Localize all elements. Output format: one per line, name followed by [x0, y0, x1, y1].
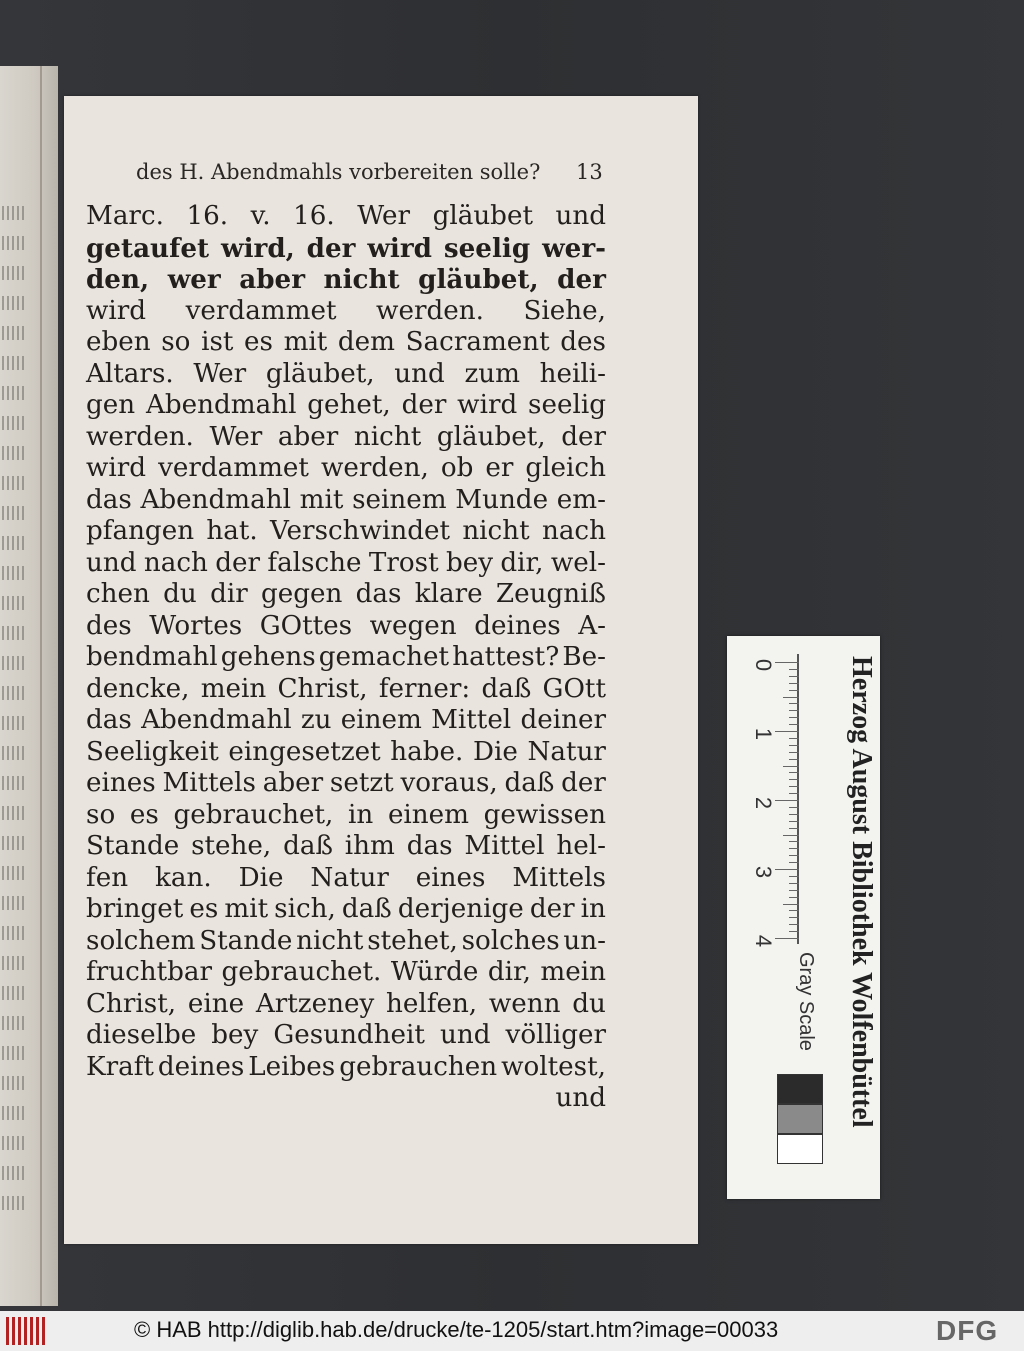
ruler-tick: [789, 917, 799, 918]
ruler-tick: [789, 759, 799, 760]
ruler-tick: [775, 800, 799, 801]
text-line: und: [555, 1083, 606, 1113]
previous-page-text-fragment: [2, 356, 24, 370]
previous-page-text-fragment: [2, 926, 24, 940]
page-edge-line: [40, 66, 42, 1306]
text-line: Christ, eine Artzeney helfen, wenn du: [86, 988, 606, 1019]
library-title: Herzog August Bibliothek Wolfenbüttel: [846, 656, 877, 1128]
ruler-tick: [789, 717, 799, 718]
gray-swatch: [777, 1104, 823, 1134]
previous-page-text-fragment: [2, 386, 24, 400]
text-line: des Wortes GOttes wegen deines A-: [86, 610, 606, 641]
ruler-tick: [783, 904, 799, 905]
text-line: dieselbe bey Gesundheit und völliger: [86, 1020, 606, 1050]
ruler-tick: [789, 669, 799, 670]
text-line: und nach der falsche Trost bey dir, wel-: [86, 547, 606, 578]
ruler-number: 2: [751, 796, 776, 810]
previous-page-text-fragment: [2, 596, 24, 610]
previous-page-text-fragment: [2, 1136, 24, 1150]
ruler-tick: [789, 821, 799, 822]
ruler-tick: [789, 752, 799, 753]
ruler-tick: [789, 862, 799, 863]
previous-page-text-fragment: [2, 326, 24, 340]
text-line: chen du dir gegen das klare Zeugniß: [86, 579, 606, 609]
previous-page-text-fragment: [2, 506, 24, 520]
ruler-tick: [789, 910, 799, 911]
ruler-tick: [789, 848, 799, 849]
text-line: gen Abendmahl gehet, der wird seelig: [86, 390, 606, 420]
text-line: pfangen hat. Verschwindet nicht nach: [86, 516, 606, 546]
color-scale-card: [727, 636, 880, 1199]
text-line: Marc. 16. v. 16. Wer gläubet und: [86, 201, 606, 231]
text-line: getaufet wird, der wird seelig wer-: [86, 232, 606, 264]
ruler-tick: [789, 890, 799, 891]
previous-page-text-fragment: [2, 626, 24, 640]
previous-page-text-fragment: [2, 1046, 24, 1060]
previous-page-text-fragment: [2, 536, 24, 550]
ruler-tick: [789, 931, 799, 932]
previous-page-text-fragment: [2, 206, 24, 220]
text-line: eben so ist es mit dem Sacrament des: [86, 327, 606, 357]
ruler-tick: [789, 724, 799, 725]
previous-page-text-fragment: [2, 1106, 24, 1120]
previous-page-text-fragment: [2, 1016, 24, 1030]
previous-page-text-fragment: [2, 806, 24, 820]
ruler-tick: [789, 807, 799, 808]
text-line: so es gebrauchet, in einem gewissen: [86, 799, 606, 830]
text-line: werden. Wer aber nicht gläubet, der: [86, 421, 606, 452]
ruler-number: 0: [751, 658, 776, 672]
gray-swatch: [777, 1134, 823, 1164]
previous-page-edge: [0, 66, 58, 1306]
book-page: [64, 96, 698, 1244]
text-line: das Abendmahl zu einem Mittel deiner: [86, 705, 606, 735]
ruler-number: 1: [751, 727, 776, 741]
previous-page-text-fragment: [2, 266, 24, 280]
previous-page-text-fragment: [2, 1166, 24, 1180]
previous-page-text-fragment: [2, 416, 24, 430]
ruler-tick: [789, 883, 799, 884]
text-line: Altars. Wer gläubet, und zum heili-: [86, 358, 606, 389]
ruler-tick: [789, 828, 799, 829]
ruler-tick: [783, 697, 799, 698]
ruler-tick: [789, 710, 799, 711]
previous-page-text-fragment: [2, 746, 24, 760]
ruler-tick: [789, 690, 799, 691]
text-line: wird verdammet werden. Siehe,: [86, 295, 606, 326]
previous-page-text-fragment: [2, 1196, 24, 1210]
page-number: 13: [576, 160, 603, 184]
ruler-tick: [789, 855, 799, 856]
ruler-tick: [789, 703, 799, 704]
text-line: Seeligkeit eingesetzet habe. Die Natur: [86, 736, 606, 767]
previous-page-text-fragment: [2, 866, 24, 880]
text-line: fruchtbar gebrauchet. Würde dir, mein: [86, 957, 606, 987]
ruler-number: 4: [751, 934, 776, 948]
ruler-tick: [789, 676, 799, 677]
ruler-tick: [789, 793, 799, 794]
ruler-tick: [789, 876, 799, 877]
ruler-tick: [789, 841, 799, 842]
dfg-logo: DFG: [936, 1315, 999, 1346]
body-text: [86, 201, 606, 1115]
previous-page-text-fragment: [2, 236, 24, 250]
running-head: des H. Abendmahls vorbereiten solle?: [136, 160, 541, 184]
previous-page-text-fragment: [2, 716, 24, 730]
gray-scale-label: Gray Scale: [795, 952, 817, 1051]
ruler-tick: [789, 897, 799, 898]
text-line: wird verdammet werden, ob er gleich: [86, 453, 606, 483]
previous-page-text-fragment: [2, 446, 24, 460]
ruler-tick: [775, 869, 799, 870]
ruler-tick: [789, 779, 799, 780]
ruler-tick: [789, 772, 799, 773]
previous-page-text-fragment: [2, 686, 24, 700]
ruler-tick: [789, 738, 799, 739]
text-line: fen kan. Die Natur eines Mittels: [86, 862, 606, 893]
text-line: das Abendmahl mit seinem Munde em-: [86, 484, 606, 515]
hab-logo-icon: [6, 1317, 48, 1345]
footer-citation[interactable]: © HAB http://diglib.hab.de/drucke/te-1205/start.htm?image=00033: [134, 1317, 779, 1342]
gray-swatch: [777, 1074, 823, 1104]
text-line: eines Mittels aber setzt voraus, daß der: [86, 768, 606, 798]
previous-page-text-fragment: [2, 476, 24, 490]
ruler-tick: [789, 683, 799, 684]
previous-page-text-fragment: [2, 656, 24, 670]
text-line: Stande stehe, daß ihm das Mittel hel-: [86, 831, 606, 861]
previous-page-text-fragment: [2, 1076, 24, 1090]
previous-page-text-fragment: [2, 836, 24, 850]
text-line: dencke, mein Christ, ferner: daß GOtt: [86, 673, 606, 704]
ruler-tick: [775, 731, 799, 732]
text-line: bringet es mit sich, daß derjenige der in: [86, 894, 606, 924]
ruler-line: [797, 654, 799, 944]
ruler-number: 3: [751, 865, 776, 879]
previous-page-text-fragment: [2, 986, 24, 1000]
previous-page-text-fragment: [2, 896, 24, 910]
text-line: bendmahl gehens gemachet hattest? Be-: [86, 642, 606, 672]
ruler-tick: [789, 786, 799, 787]
ruler-tick: [783, 835, 799, 836]
ruler-tick: [775, 662, 799, 663]
ruler-tick: [789, 924, 799, 925]
previous-page-text-fragment: [2, 776, 24, 790]
ruler-tick: [789, 814, 799, 815]
ruler-tick: [789, 745, 799, 746]
text-line: solchem Stande nicht stehet, solches un-: [86, 925, 606, 956]
previous-page-text-fragment: [2, 956, 24, 970]
text-line: Kraft deines Leibes gebrauchen woltest,: [86, 1051, 606, 1082]
ruler-tick: [775, 938, 799, 939]
text-line: den, wer aber nicht gläubet, der: [86, 264, 606, 295]
previous-page-text-fragment: [2, 296, 24, 310]
previous-page-text-fragment: [2, 566, 24, 580]
ruler-tick: [783, 766, 799, 767]
footer-bar: [0, 1311, 1024, 1351]
